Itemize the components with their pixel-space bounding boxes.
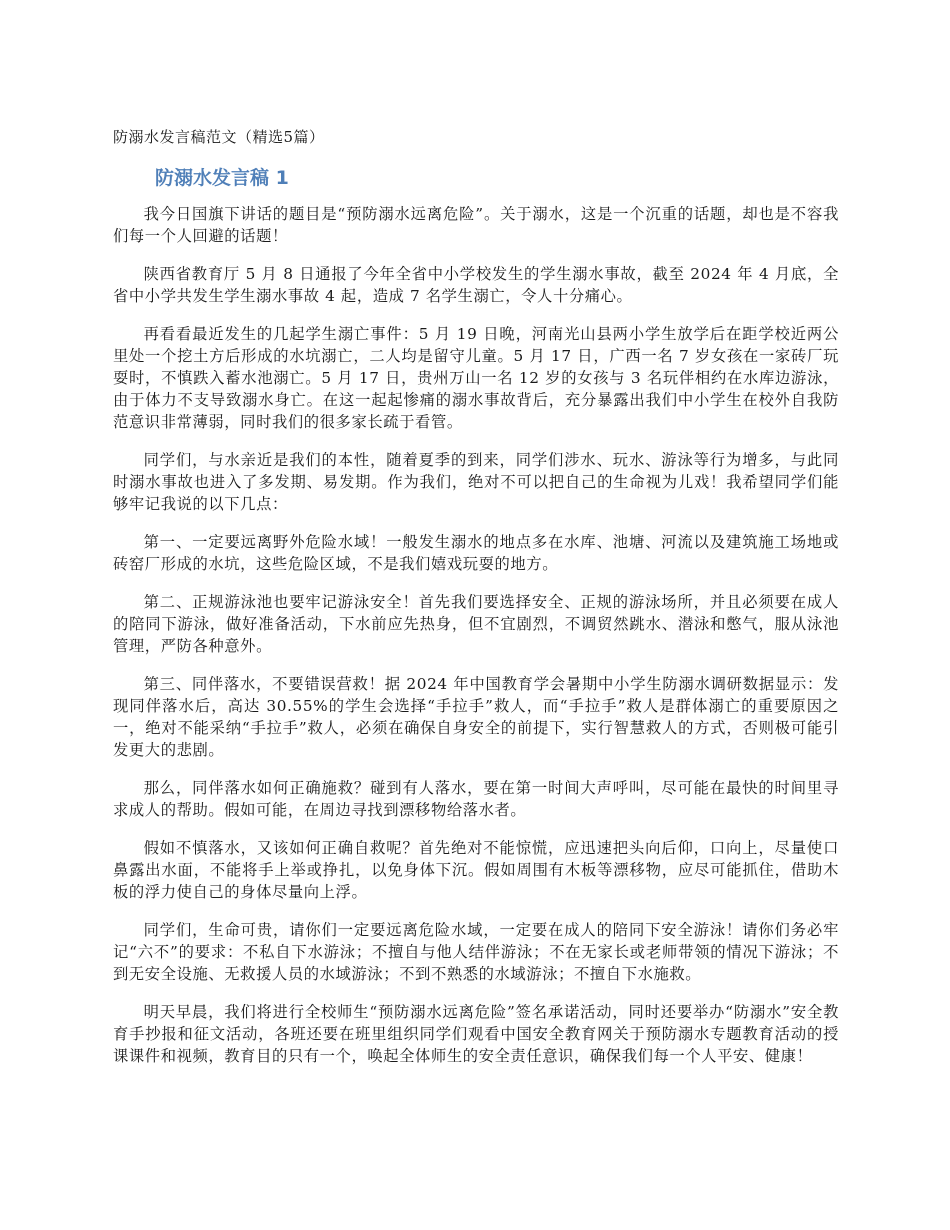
- paragraph: 假如不慎落水，又该如何正确自救呢？首先绝对不能惊慌，应迅速把头向后仰，口向上，尽量使口鼻露出水面，不能将手上举或挣扎，以免身体下沉。假如周围有木板等漂移物，应尽可能抓住，借助木板的浮力使自己的身体尽量向上浮。: [113, 839, 839, 901]
- paragraph: 第二、正规游泳池也要牢记游泳安全！首先我们要选择安全、正规的游泳场所，并且必须要在成人的陪同下游泳，做好准备活动，下水前应先热身，但不宜剧烈，不调贸然跳水、潜泳和憋气，服从泳池管理，严防各种意外。: [113, 593, 839, 655]
- paragraph: 同学们，生命可贵，请你们一定要远离危险水域，一定要在成人的陪同下安全游泳！请你们务必牢记“六不”的要求：不私自下水游泳；不擅自与他人结伴游泳；不在无家长或老师带领的情况下游泳；不到无安全设施、无救援人员的水域游泳；不到不熟悉的水域游泳；不擅自下水施救。: [113, 921, 839, 983]
- paragraph: 我今日国旗下讲话的题目是“预防溺水远离危险”。关于溺水，这是一个沉重的话题，却也是不容我们每一个人回避的话题！: [113, 205, 839, 245]
- paragraph: 那么，同伴落水如何正确施救？碰到有人落水，要在第一时间大声呼叫，尽可能在最快的时间里寻求成人的帮助。假如可能，在周边寻找到漂移物给落水者。: [113, 779, 839, 819]
- paragraph: 陕西省教育厅 5 月 8 日通报了今年全省中小学校发生的学生溺水事故，截至 2024 年 4 月底，全省中小学共发生学生溺水事故 4 起，造成 7 名学生溺亡，令人十分痛心。: [113, 265, 839, 305]
- paragraph: 再看看最近发生的几起学生溺亡事件：5 月 19 日晚，河南光山县两小学生放学后在距学校近两公里处一个挖土方后形成的水坑溺亡，二人均是留守儿童。5 月 17 日，广西一名 7 岁女孩在一家砖厂玩耍时，不慎跌入蓄水池溺亡。5 月 17 日，贵州万山一名 12 岁的女孩与 3 名玩伴相约在水库边游泳，由于体力不支导致溺水身亡。在这一起起惨痛的溺水事故背后，充分暴露出我们中小学生在校外自我防范意识非常薄弱，同时我们的很多家长疏于看管。: [113, 325, 839, 431]
- document-body: [113, 203, 839, 1083]
- paragraph: 明天早晨，我们将进行全校师生“预防溺水远离危险”签名承诺活动，同时还要举办“防溺水”安全教育手抄报和征文活动，各班还要在班里组织同学们观看中国安全教育网关于预防溺水专题教育活动的授课课件和视频，教育目的只有一个，唤起全体师生的安全责任意识，确保我们每一个人平安、健康！: [113, 1003, 839, 1065]
- paragraph: 第三、同伴落水，不要错误营救！据 2024 年中国教育学会暑期中小学生防溺水调研数据显示：发现同伴落水后，高达 30.55%的学生会选择“手拉手”救人，而“手拉手”救人是群体溺亡的重要原因之一，绝对不能采纳“手拉手”救人，必须在确保自身安全的前提下，实行智慧救人的方式，否则极可能引发更大的悲剧。: [113, 675, 839, 759]
- document-title: 防溺水发言稿范文（精选5篇）: [113, 128, 325, 146]
- paragraph: 同学们，与水亲近是我们的本性，随着夏季的到来，同学们涉水、玩水、游泳等行为增多，与此同时溺水事故也进入了多发期、易发期。作为我们，绝对不可以把自己的生命视为儿戏！我希望同学们能够牢记我说的以下几点：: [113, 451, 839, 513]
- paragraph: 第一、一定要远离野外危险水域！一般发生溺水的地点多在水库、池塘、河流以及建筑施工场地或砖窑厂形成的水坑，这些危险区域，不是我们嬉戏玩耍的地方。: [113, 533, 839, 573]
- section-heading: 防溺水发言稿 1: [155, 167, 289, 189]
